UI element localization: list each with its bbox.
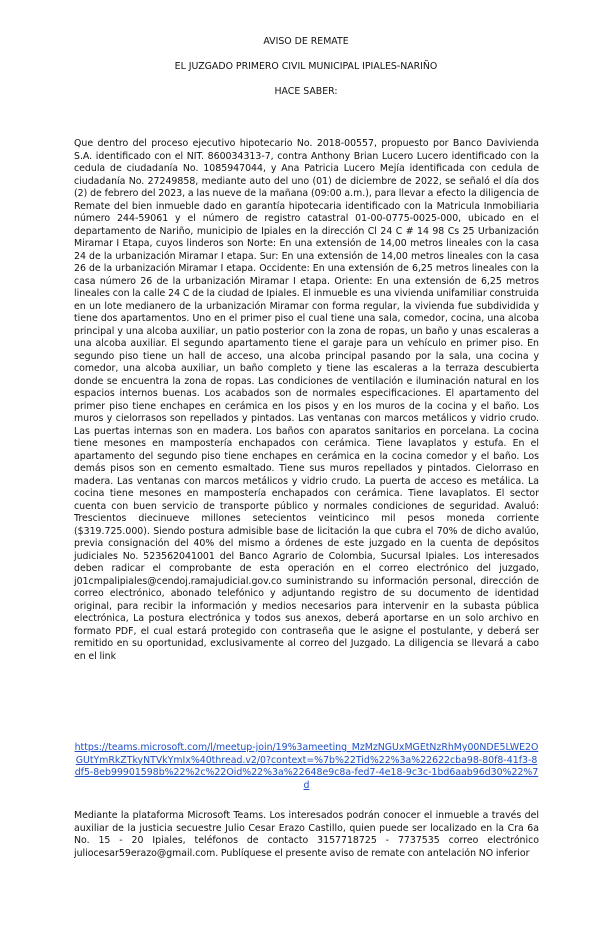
court-name: EL JUZGADO PRIMERO CIVIL MUNICIPAL IPIALES-NARIÑO (174, 61, 438, 72)
document-title: AVISO DE REMATE (263, 36, 349, 47)
announcement-heading: HACE SABER: (274, 86, 338, 97)
main-paragraph: Que dentro del proceso ejecutivo hipotecario No. 2018-00557, propuesto por Banco Davivienda S.A. identificado con el NIT. 860034313-7, contra Anthony Brian Lucero Lucero identificado con la cedula de ciudadanía No. 1085947044, y Ana Patricia Lucero Mejía identificada con cedula de ciudadanía No. 27249858, mediante auto del uno (01) de diciembre de 2022, se señaló el día dos (2) de febrero del 2023, a las nueve de la mañana (09:00 a.m.), para llevar a efecto la diligencia de Remate del bien inmueble dado en garantía hipotecaria identificado con la Matricula Inmobiliaria número 244-59061 y el número de registro catastral 01-00-0775-0025-000, ubicado en el departamento de Nariño, municipio de Ipiales en la dirección Cl 24 C # 14 98 Cs 25 Urbanización Miramar I Etapa, cuyos linderos son Norte: En una extensión de 14,00 metros lineales con la casa 24 de la urbanización Miramar I etapa. Sur: En una extensión de 14,00 metros lineales con la casa 26 de la urbanización Miramar I etapa. Occidente: En una extensión de 6,25 metros lineales con la casa número 26 de la urbanización Miramar I etapa. Oriente: En una extensión de 6,25 metros lineales con la calle 24 C de la ciudad de Ipiales. El inmueble es una vivienda unifamiliar construida en un lote medianero de la urbanización Miramar con forma regular, la vivienda fue subdividida y tiene dos apartamentos. Uno en el primer piso el cual tiene una sala, comedor, cocina, una alcoba principal y una alcoba auxiliar, un patio posterior con la zona de ropas, un baño y unas escaleras a una alcoba auxiliar. El segundo apartamento tiene el garaje para un vehículo en primer piso. En segundo piso tiene un hall de acceso, una alcoba principal pasando por la sala, una cocina y comedor, una alcoba auxiliar, un baño completo y tiene las escaleras a la terraza descubierta donde se encuentra la zona de ropas. Las condiciones de ventilación e iluminación natural en los espacios internos buenas. Los acabados son de normales especificaciones. El apartamento del primer piso tiene enchapes en cerámica en los pisos y en los muros de la cocina y el baño. Los muros y cielorrasos son repellados y pintados. Las ventanas con marcos metálicos y vidrio crudo. Las puertas internas son en madera. Los baños con aparatos sanitarios en porcelana. La cocina tiene mesones en mampostería enchapados con cerámica. Tiene lavaplatos y estufa. En el apartamento del segundo piso tiene enchapes en cerámica en la cocina comedor y el baño. Los demás pisos son en cemento esmaltado. Tiene sus muros repellados y pintados. Cielorraso en madera. Las ventanas con marcos metálicos y vidrio crudo. La puerta de acceso es metálica. La cocina tiene mesones en mampostería enchapados con cerámica. Tiene lavaplatos. El sector cuenta con buen servicio de transporte público y normales condiciones de seguridad. Avaluó: Trescientos diecinueve millones setecientos veinticinco mil pesos moneda corriente ($319.725.000). Siendo postura admisible base de licitación la que cubra el 70% de dicho avalúo, previa consignación del 40% del mismo a órdenes de este juzgado en la cuenta de depósitos judiciales No. 523562041001 del Banco Agrario de Colombia, Sucursal Ipiales. Los interesados deben radicar el comprobante de esta operación en el correo electrónico del juzgado, j01cmpalipiales@cendoj.ramajudicial.gov.co suministrando su información personal, dirección de correo electrónico, abonado telefónico y adjuntando registro de su documento de identidad original, para recibir la información y medios necesarios para intervenir en la subasta pública electrónica, La postura electrónica y todos sus anexos, deberá aportarse en un solo archivo en formato PDF, el cual estará protegido con contraseña que le asigne el postulante, y deberá ser remitido en su oportunidad, exclusivamente al correo del Juzgado. La diligencia se llevará a cabo en el link (74, 138, 539, 662)
closing-paragraph: Mediante la plataforma Microsoft Teams. Los interesados podrán conocer el inmueble a través del auxiliar de la justicia secuestre Julio Cesar Erazo Castillo, quien puede ser localizado en la Cra 6a No. 15 - 20 Ipiales, teléfonos de contacto 3157718725 - 7737535 correo electrónico juliocesar59erazo@gmail.com. Publíquese el presente aviso de remate con antelación NO inferior (74, 810, 539, 859)
teams-meeting-link[interactable]: https://teams.microsoft.com/l/meetup-join/19%3ameeting_MzMzNGUxMGEtNzRhMy00NDE5LWE2OGUtYmRkZTkyNTVkYmIx%40thread.v2/0?context=%7b%22Tid%22%3a%22622cba98-80f8-41f3-8df5-8eb99901598b%22%2c%22Oid%22%3a%22648e9c8a-fed7-4e18-9c3c-1bd6aab96d30%22%7d (74, 742, 539, 791)
